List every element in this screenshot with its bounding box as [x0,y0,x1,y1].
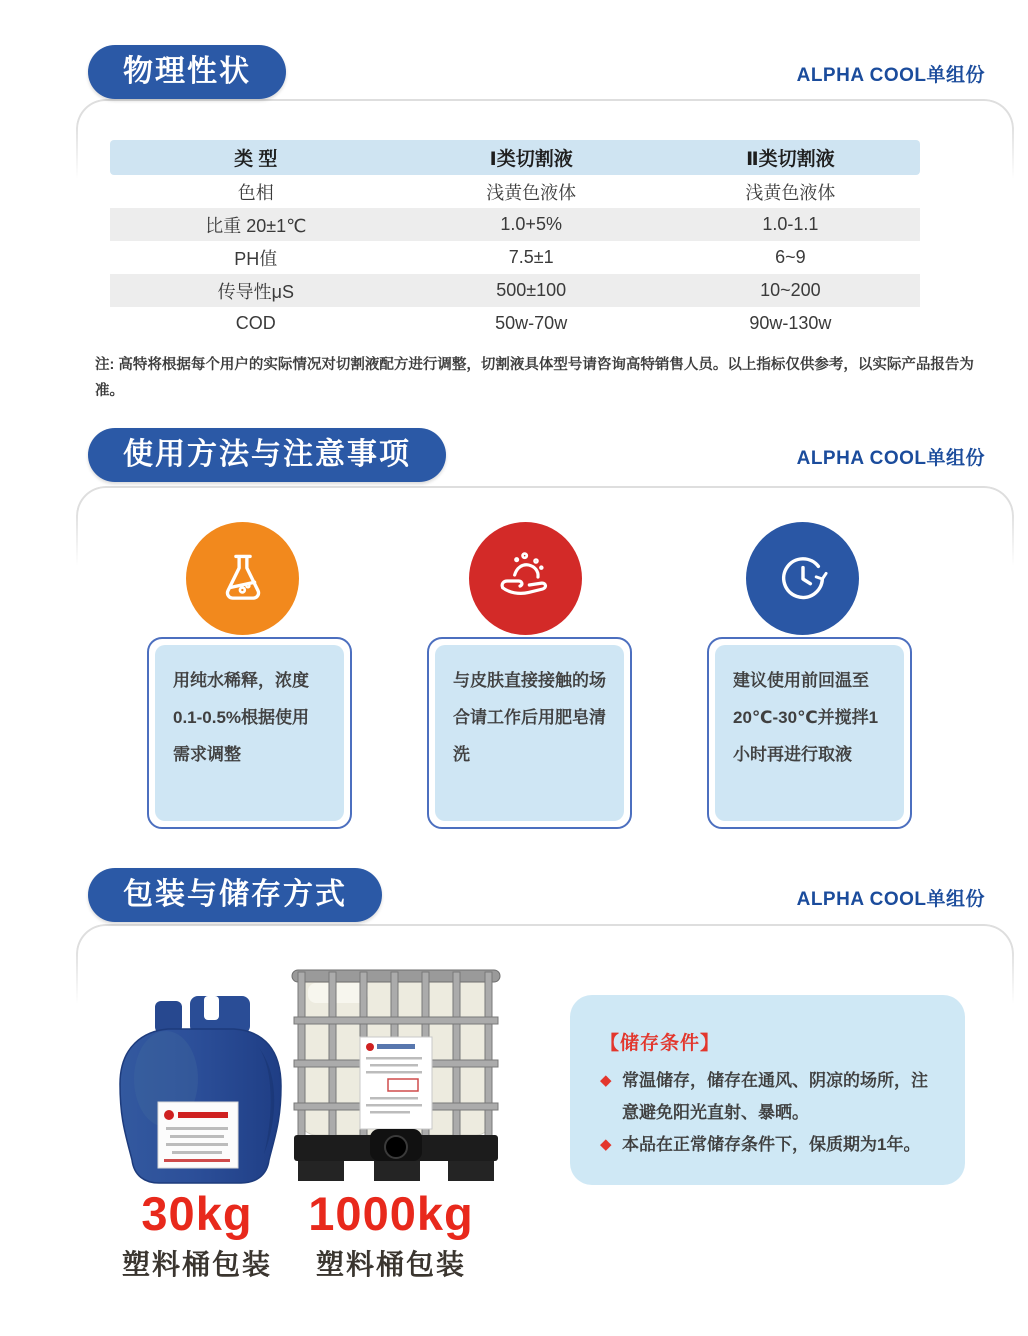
usage-card-text: 建议使用前回温至20℃-30℃并搅拌1小时再进行取液 [715,645,904,821]
diamond-bullet-icon: ◆ [600,1072,612,1089]
diamond-bullet-icon: ◆ [600,1136,612,1153]
cell: 浅黄色液体 [745,182,836,203]
properties-table [110,140,920,340]
table-row [110,307,920,340]
cell: 传导性μS [217,281,294,302]
package-caption: 塑料桶包装 [121,1249,272,1280]
cell: 6~9 [775,247,806,267]
clock-icon [746,522,859,635]
table-header-row [110,140,920,175]
cell: 1.0+5% [500,214,562,234]
column-header: 类 型 [234,149,278,170]
cell: COD [235,313,276,333]
cell: 50w-70w [495,313,568,333]
cell: 比重 20±1℃ [205,215,307,236]
section-title-packaging: 包装与储存方式 [88,868,382,922]
package-weight: 1000kg [308,1187,474,1240]
table-footnote: 注: 高特将根据每个用户的实际情况对切割液配方进行调整，切割液具体型号请咨询高特销售人员。以上指标仅供参考，以实际产品报告为准。 [95,357,974,399]
usage-card [707,637,912,829]
storage-bullet-text: 常温储存，储存在通风、阴凉的场所，注意避免阳光直射、暴晒。 [622,1071,928,1122]
storage-bullet [600,1065,937,1129]
storage-bullet-text: 本品在正常储存条件下，保质期为1年。 [622,1135,921,1154]
cell: 色相 [237,182,274,203]
package-weight: 30kg [141,1187,253,1240]
cell: 500±100 [496,280,567,300]
storage-conditions-title: 【储存条件】 [600,1033,721,1054]
brand-label: ALPHA COOL单组份 [796,65,985,86]
column-header: Ⅱ类切割液 [746,149,835,170]
blue-drum-image [106,984,294,1190]
storage-conditions-box [570,995,965,1185]
cell: 7.5±1 [508,247,554,267]
section-title-physical: 物理性状 [88,45,286,99]
ibc-tote-image [284,957,508,1191]
table-row [110,241,920,274]
cell: PH值 [234,248,278,269]
brand-label: ALPHA COOL单组份 [796,889,985,910]
table-row [110,175,920,208]
usage-card [427,637,632,829]
usage-card-text: 与皮肤直接接触的场合请工作后用肥皂清洗 [435,645,624,821]
cell: 浅黄色液体 [486,182,577,203]
usage-card [147,637,352,829]
brand-label: ALPHA COOL单组份 [796,448,985,469]
storage-bullet [600,1129,937,1161]
cell: 1.0-1.1 [762,214,819,234]
column-header: Ⅰ类切割液 [489,149,573,170]
table-row [110,274,920,307]
cell: 10~200 [760,280,821,300]
table-row [110,208,920,241]
package-caption: 塑料桶包装 [315,1249,466,1280]
usage-card-text: 用纯水稀释，浓度0.1-0.5%根据使用需求调整 [155,645,344,821]
section-title-usage: 使用方法与注意事项 [88,428,446,482]
cell: 90w-130w [749,313,832,333]
hand-wash-icon [469,522,582,635]
flask-icon [186,522,299,635]
